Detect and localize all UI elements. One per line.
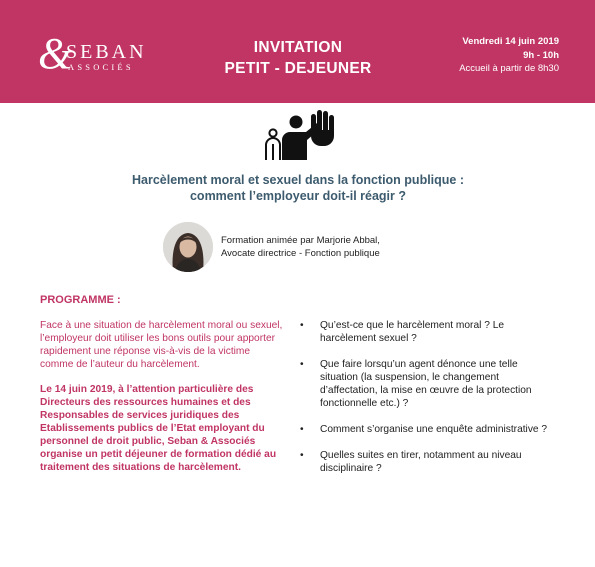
trainer-name: Formation animée par Marjorie Abbal,: [221, 235, 380, 246]
list-item: [300, 358, 558, 410]
event-time: 9h - 10h: [523, 49, 559, 61]
logo-ampersand: &: [38, 29, 73, 78]
question-text: Comment s’organise une enquête administrative ?: [320, 424, 548, 435]
event-title: [60, 172, 536, 204]
question-text: Quelles suites en tirer, notamment au niveau disciplinaire ?: [320, 450, 522, 474]
programme-heading: PROGRAMME :: [40, 294, 121, 306]
list-item: [300, 423, 558, 436]
bullet-icon: •: [300, 359, 304, 370]
invitation-title-line1: INVITATION: [253, 39, 343, 56]
seban-logo: [38, 29, 168, 78]
bullet-icon: •: [300, 424, 304, 435]
event-title-line2: comment l’employeur doit-il réagir ?: [189, 189, 406, 203]
logo-word-associes: ASSOCIÉS: [68, 62, 134, 72]
intro-paragraph: Face à une situation de harcèlement moral ou sexuel, l’employeur doit utiliser les bons outils pour apporter rapidement une réponse vis-à-vis de la victime comme de l’auteur du harcèlement.: [40, 320, 283, 370]
event-title-line1: Harcèlement moral et sexuel dans la fonction publique :: [131, 173, 465, 187]
invitation-title-line2: PETIT - DEJEUNER: [224, 60, 372, 77]
question-text: Que faire lorsqu’un agent dénonce une telle situation (la suspension, le changement d’affectation, la mise en œuvre de la protection fonctionnelle etc.) ?: [320, 359, 532, 409]
invitation-title: [198, 37, 398, 79]
trainer-info: [221, 235, 380, 260]
trainer-portrait: [163, 222, 213, 272]
event-date: Vendredi 14 juin 2019: [462, 36, 559, 47]
header-banner: [0, 0, 595, 103]
bullet-icon: •: [300, 320, 304, 331]
question-text: Qu’est-ce que le harcèlement moral ? Le harcèlement sexuel ?: [320, 320, 505, 344]
event-schedule: [459, 35, 559, 76]
event-welcome: Accueil à partir de 8h30: [459, 63, 559, 74]
trainer-role: Avocate directrice - Fonction publique: [221, 247, 380, 259]
logo-word-seban: SEBAN: [66, 41, 147, 63]
programme-questions: [300, 319, 558, 488]
invitation-paragraph: Le 14 juin 2019, à l’attention particulière des Directeurs des ressources humaines et des Responsables de services juridiques des Etablissements publics de l’Etat employant du personnel de droit public, Seban & Associés organise un petit déjeuner de formation dédié au traitement des situations de harcèlement.: [40, 384, 277, 473]
list-item: [300, 449, 558, 475]
people-stop-hand-icon: [262, 108, 338, 162]
bullet-icon: •: [300, 450, 304, 461]
programme-description: [40, 319, 283, 474]
list-item: [300, 319, 558, 345]
